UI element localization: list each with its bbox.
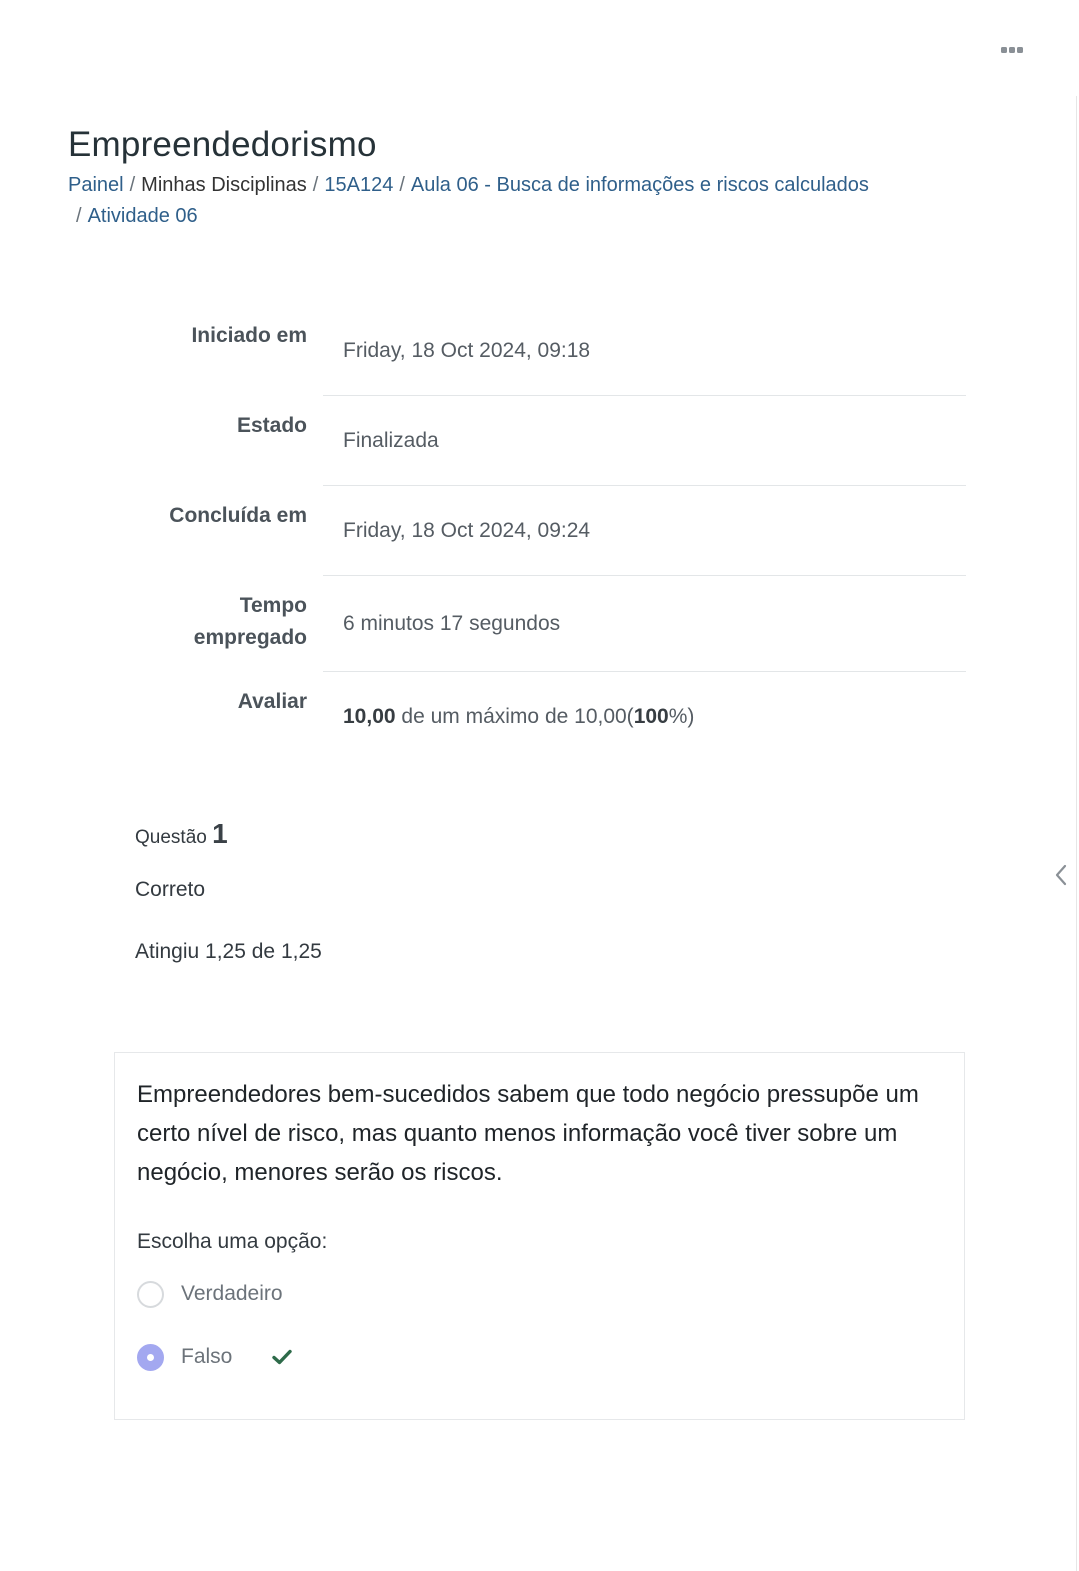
open-drawer-button[interactable] (1048, 860, 1074, 890)
breadcrumb-item-activity[interactable]: Atividade 06 (87, 205, 198, 227)
attempt-summary-table (114, 306, 966, 762)
grade-max: de um máximo de 10,00( (395, 705, 634, 728)
breadcrumb-item-course[interactable]: 15A124 (324, 174, 394, 196)
check-icon (272, 1349, 292, 1365)
chevron-left-icon (1055, 864, 1067, 886)
breadcrumb-item-section[interactable]: Aula 06 - Busca de informações e riscos calculados (410, 174, 869, 196)
question-label: Questão (135, 827, 207, 848)
radio-button-selected[interactable] (137, 1344, 164, 1371)
summary-label: Concluída em (169, 504, 307, 527)
question-state: Correto (135, 878, 206, 901)
summary-value: Friday, 18 Oct 2024, 09:24 (323, 486, 966, 576)
summary-row-completed (114, 486, 966, 576)
radio-button[interactable] (137, 1281, 164, 1308)
summary-row-state (114, 396, 966, 486)
question-content (114, 1052, 965, 1420)
question-number: 1 (212, 818, 228, 849)
answer-option-verdadeiro[interactable] (137, 1274, 942, 1314)
grade-score: 10,00 (343, 705, 396, 728)
grade-percent-suffix: %) (668, 705, 695, 728)
grade-percent: 100 (633, 705, 669, 728)
breadcrumb-item-painel[interactable]: Painel (68, 174, 124, 196)
answer-prompt: Escolha uma opção: (137, 1230, 328, 1253)
summary-value-grade (323, 672, 966, 762)
more-options-button[interactable] (996, 36, 1028, 64)
summary-row-started (114, 306, 966, 396)
question-info (135, 812, 635, 964)
breadcrumb-separator: / (399, 174, 405, 196)
summary-label: Avaliar (237, 690, 307, 713)
breadcrumb-item-minhas-disciplinas: Minhas Disciplinas (141, 174, 307, 196)
question-text: Empreendedores bem-sucedidos sabem que todo negócio pressupõe um certo nível de risco, mas quanto menos informação você tiver sobre um negócio, menores serão os riscos. (137, 1081, 919, 1186)
summary-value: 6 minutos 17 segundos (323, 576, 966, 672)
page-header (68, 122, 968, 232)
answer-option-falso[interactable] (137, 1337, 942, 1377)
breadcrumb-separator: / (76, 205, 82, 227)
answer-label: Falso (181, 1345, 233, 1368)
question-heading (135, 812, 635, 860)
more-horizontal-icon (1001, 46, 1023, 54)
breadcrumb (68, 170, 968, 232)
summary-row-time-taken (114, 576, 966, 672)
summary-label: Estado (236, 414, 307, 437)
question-grade: Atingiu 1,25 de 1,25 (135, 940, 322, 963)
summary-value: Finalizada (323, 396, 966, 486)
page-title: Empreendedorismo (68, 125, 377, 164)
summary-row-grade (114, 672, 966, 762)
answer-label: Verdadeiro (181, 1282, 283, 1305)
summary-label: Iniciado em (191, 324, 307, 347)
breadcrumb-separator: / (312, 174, 319, 196)
breadcrumb-separator: / (129, 174, 136, 196)
summary-value: Friday, 18 Oct 2024, 09:18 (323, 306, 966, 396)
drawer-divider (1076, 96, 1077, 1571)
summary-label: Tempo empregado (193, 594, 307, 649)
